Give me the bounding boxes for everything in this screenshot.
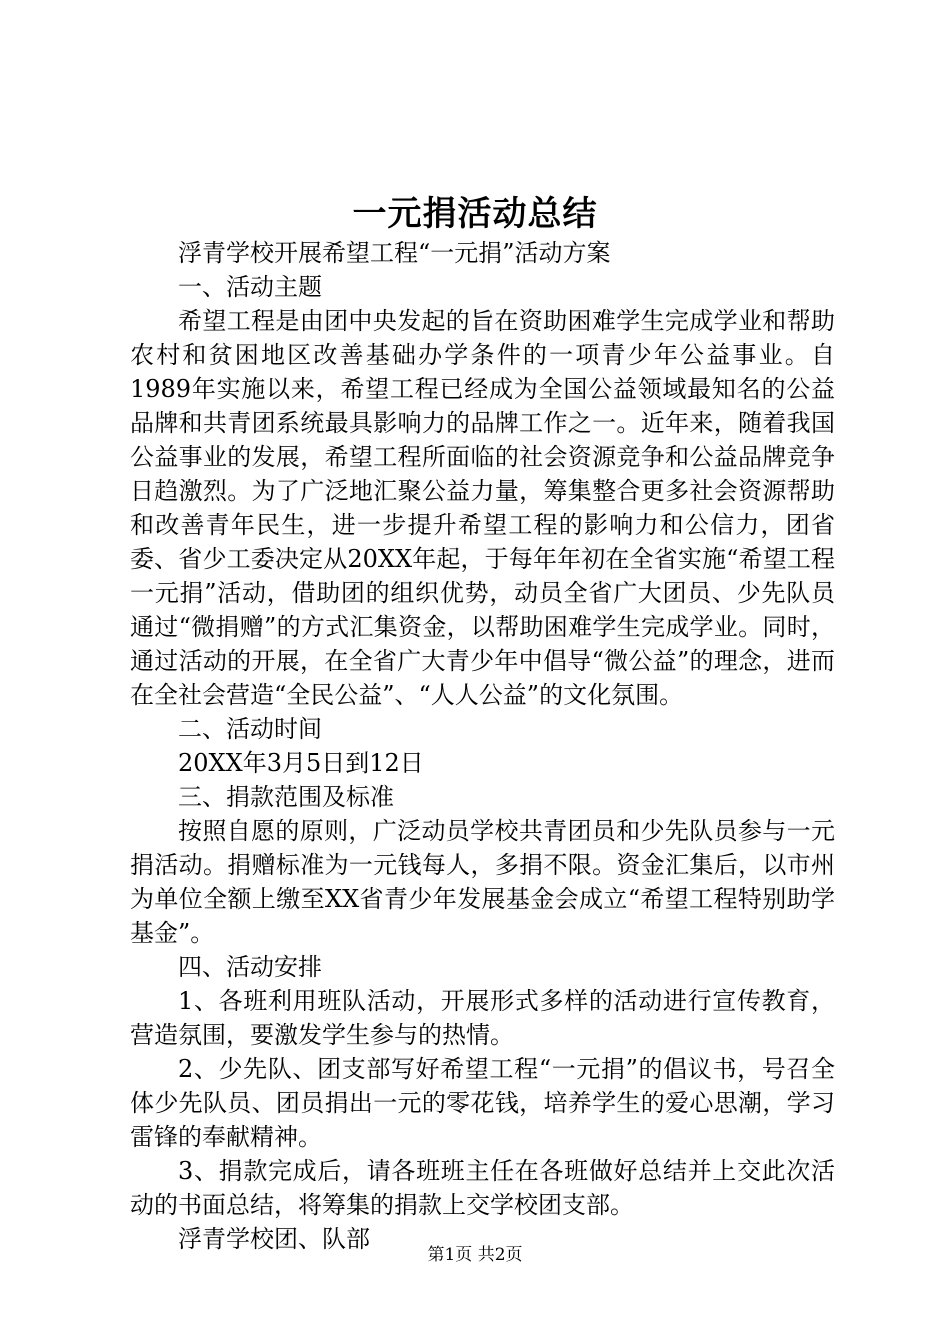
section-heading-time: 二、活动时间 bbox=[178, 715, 322, 743]
signature-line: 浮青学校团、队部 bbox=[178, 1225, 370, 1253]
arrangement-item-2: 2、少先队、团支部写好希望工程“一元捐”的倡议书，号召全体少先队员、团员捐出一元的零花钱，培养学生的爱心思潮，学习雷锋的奉献精神。 bbox=[130, 1055, 835, 1151]
theme-paragraph: 希望工程是由团中央发起的旨在资助困难学生完成学业和帮助农村和贫困地区改善基础办学条件的一项青少年公益事业。自1989年实施以来，希望工程已经成为全国公益领域最知名的公益品牌和共青团系统最具影响力的品牌工作之一。近年来，随着我国公益事业的发展，希望工程所面临的社会资源竞争和公益品牌竞争日趋激烈。为了广泛地汇聚公益力量，筹集整合更多社会资源帮助和改善青年民生，进一步提升希望工程的影响力和公信力，团省委、省少工委决定从20XX年起，于每年年初在全省实施“希望工程一元捐”活动，借助团的组织优势，动员全省广大团员、少先队员通过“微捐赠”的方式汇集资金，以帮助困难学生完成学业。同时，通过活动的开展，在全省广大青少年中倡导“微公益”的理念，进而在全社会营造“全民公益”、“人人公益”的文化氛围。 bbox=[130, 307, 835, 709]
arrangement-item-3: 3、捐款完成后，请各班班主任在各班做好总结并上交此次活动的书面总结，将筹集的捐款上交学校团支部。 bbox=[130, 1157, 835, 1219]
section-heading-scope: 三、捐款范围及标准 bbox=[178, 783, 394, 811]
document-body bbox=[130, 236, 835, 1256]
document-title: 一元捐活动总结 bbox=[352, 194, 598, 234]
section-heading-arrangement: 四、活动安排 bbox=[178, 953, 322, 981]
arrangement-item-1: 1、各班利用班队活动，开展形式多样的活动进行宣传教育，营造氛围，要激发学生参与的热情。 bbox=[130, 987, 835, 1049]
scope-paragraph: 按照自愿的原则，广泛动员学校共青团员和少先队员参与一元捐活动。捐赠标准为一元钱每人，多捐不限。资金汇集后，以市州为单位全额上缴至XX省青少年发展基金会成立“希望工程特别助学基金”。 bbox=[130, 817, 835, 947]
section-heading-theme: 一、活动主题 bbox=[178, 273, 322, 301]
time-paragraph: 20XX年3月5日到12日 bbox=[178, 749, 424, 777]
plan-heading: 浮青学校开展希望工程“一元捐”活动方案 bbox=[178, 239, 611, 267]
page-number-footer: 第1页 共2页 bbox=[427, 1245, 523, 1265]
